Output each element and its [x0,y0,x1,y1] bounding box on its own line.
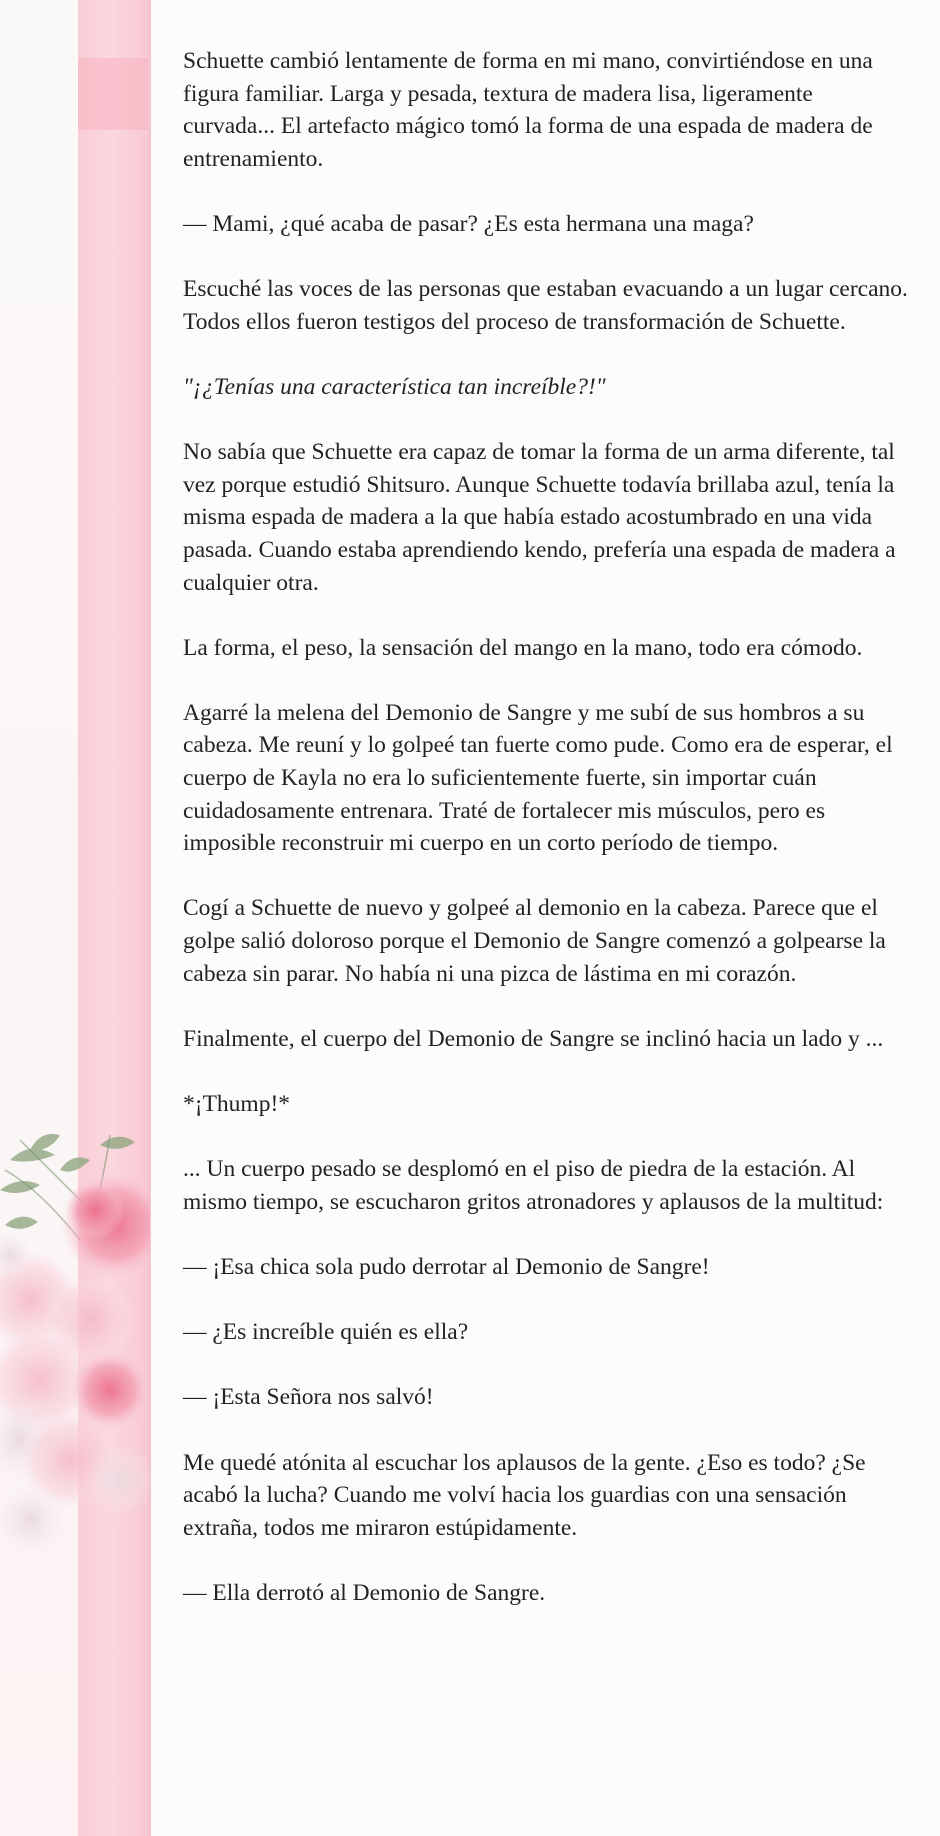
paragraph: La forma, el peso, la sensación del mango en la mano, todo era cómodo. [183,634,863,661]
paragraph: Agarré la melena del Demonio de Sangre y me subí de sus hombros a su cabeza. Me reuní y lo golpeé tan fuerte como pude. Como era de esperar, el cuerpo de Kayla no era lo suficientemente fuerte, sin importar cuán cuidadosamente entrenara. Traté de fortalecer mis músculos, pero es imposible reconstruir mi cuerpo en un corto período de tiempo. [183,699,893,857]
paragraph: Cogí a Schuette de nuevo y golpeé al demonio en la cabeza. Parece que el golpe salió doloroso porque el Demonio de Sangre comenzó a golpearse la cabeza sin parar. No había ni una pizca de lástima en mi corazón. [183,895,886,987]
pink-watercolor-flowers-icon [0,1130,150,1570]
pink-band-highlight [78,58,150,130]
paragraph: — Ella derrotó al Demonio de Sangre. [183,1579,546,1606]
paragraph: Escuché las voces de las personas que estaban evacuando a un lugar cercano. Todos ellos fueron testigos del proceso de transformación de Schuette. [183,276,908,335]
paragraph: "¡¿Tenías una característica tan increíble?!" [183,373,606,400]
paragraph: Schuette cambió lentamente de forma en mi mano, convirtiéndose en una figura familiar. Larga y pesada, textura de madera lisa, ligeramente curvada... El artefacto mágico tomó la forma de una espada de madera de entrenamiento. [183,48,873,172]
paragraph: Finalmente, el cuerpo del Demonio de Sangre se inclinó hacia un lado y ... [183,1025,884,1052]
paragraph: — ¿Es increíble quién es ella? [183,1319,469,1346]
article-body [183,45,908,1642]
paragraph: No sabía que Schuette era capaz de tomar la forma de un arma diferente, tal vez porque estudió Shitsuro. Aunque Schuette todavía brillaba azul, tenía la misma espada de madera a la que había estado acostumbrado en una vida pasada. Cuando estaba aprendiendo kendo, prefería una espada de madera a cualquier otra. [183,439,896,596]
paragraph: Me quedé atónita al escuchar los aplausos de la gente. ¿Eso es todo? ¿Se acabó la lucha? Cuando me volví hacia los guardias con una sensación extraña, todos me miraron estúpidamente. [183,1449,866,1541]
paragraph: — Mami, ¿qué acaba de pasar? ¿Es esta hermana una maga? [183,210,754,237]
paragraph: — ¡Esta Señora nos salvó! [183,1384,434,1411]
paragraph: — ¡Esa chica sola pudo derrotar al Demonio de Sangre! [183,1253,710,1280]
paragraph: ... Un cuerpo pesado se desplomó en el piso de piedra de la estación. Al mismo tiempo, se escucharon gritos atronadores y aplausos de la multitud: [183,1156,884,1215]
paragraph: *¡Thump!* [183,1091,291,1117]
